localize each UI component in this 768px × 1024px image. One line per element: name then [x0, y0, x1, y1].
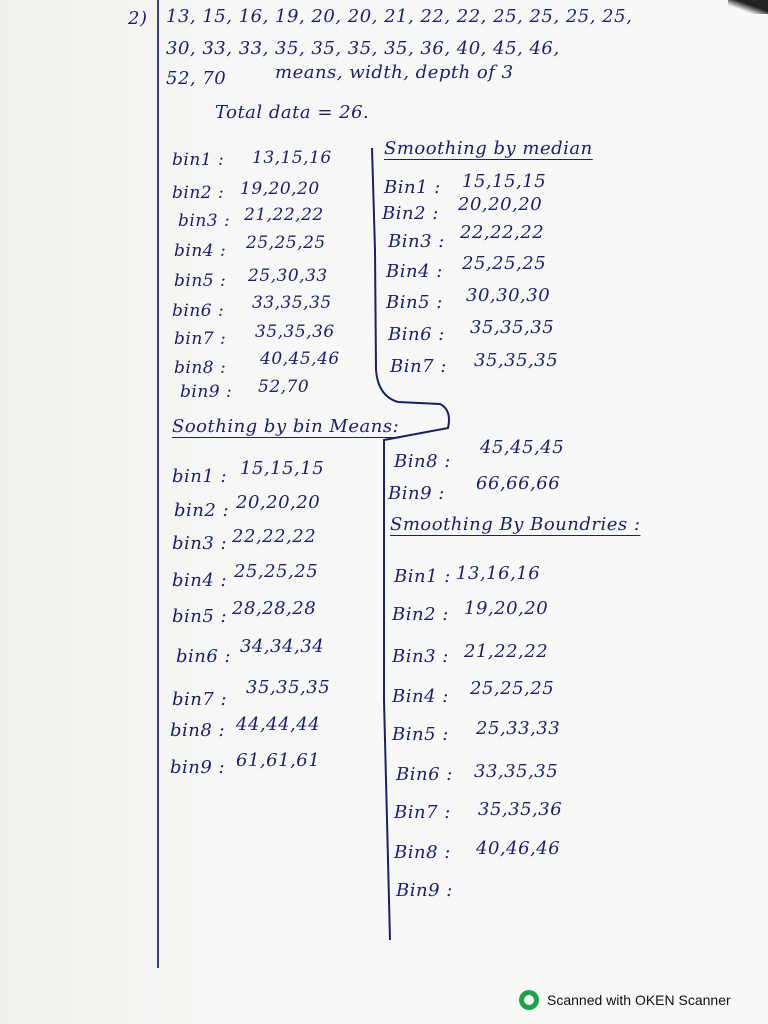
median-label: Bin1 :	[384, 177, 441, 198]
boundaries-heading: Smoothing By Boundries :	[390, 514, 641, 535]
bin-values: 52,70	[258, 377, 310, 397]
means-label: bin8 :	[170, 720, 226, 741]
bin-label: bin7 :	[174, 329, 227, 349]
median-label: Bin7 :	[390, 356, 447, 377]
median-values: 30,30,30	[466, 285, 551, 306]
bin-values: 21,22,22	[244, 205, 324, 225]
data-line-1: 13, 15, 16, 19, 20, 20, 21, 22, 22, 25, 25, 25, 25,	[166, 6, 633, 27]
method-note: means, width, depth of 3	[275, 62, 514, 83]
means-values: 34,34,34	[240, 636, 325, 657]
means-label: bin3 :	[172, 533, 228, 554]
boundaries-label: Bin4 :	[392, 686, 449, 707]
means-label: bin5 :	[172, 606, 228, 627]
means-label: bin1 :	[172, 466, 228, 487]
bin-label: bin5 :	[174, 271, 227, 291]
boundaries-values: 13,16,16	[456, 563, 541, 584]
bin-values: 25,25,25	[246, 233, 326, 253]
boundaries-label: Bin1 :	[394, 566, 451, 587]
means-values: 20,20,20	[236, 492, 321, 513]
data-line-3: 52, 70	[166, 68, 227, 89]
median-values: 25,25,25	[462, 253, 547, 274]
means-values: 25,25,25	[234, 561, 319, 582]
bin-label: bin4 :	[174, 241, 227, 261]
median-label: Bin5 :	[386, 292, 443, 313]
scanner-watermark	[519, 990, 731, 1010]
means-label: bin9 :	[170, 757, 226, 778]
bin-label: bin1 :	[172, 150, 225, 170]
median-values: 66,66,66	[476, 473, 561, 494]
means-values: 61,61,61	[236, 750, 321, 771]
boundaries-label: Bin9 :	[396, 880, 453, 901]
median-label: Bin3 :	[388, 231, 445, 252]
data-line-2: 30, 33, 33, 35, 35, 35, 35, 36, 40, 45, 46,	[166, 38, 560, 59]
boundaries-values: 35,35,36	[478, 799, 563, 820]
median-values: 15,15,15	[462, 171, 547, 192]
boundaries-values: 25,33,33	[476, 718, 561, 739]
bin-label: bin8 :	[174, 358, 227, 378]
median-label: Bin9 :	[388, 483, 445, 504]
means-values: 28,28,28	[232, 598, 317, 619]
means-label: bin7 :	[172, 689, 228, 710]
median-label: Bin6 :	[388, 324, 445, 345]
total-data: Total data = 26.	[215, 102, 370, 123]
bin-values: 13,15,16	[252, 148, 332, 168]
means-label: bin2 :	[174, 500, 230, 521]
median-heading: Smoothing by median	[384, 138, 593, 159]
median-label: Bin2 :	[382, 203, 439, 224]
median-values: 22,22,22	[460, 222, 545, 243]
boundaries-values: 33,35,35	[474, 761, 559, 782]
bin-values: 40,45,46	[260, 349, 340, 369]
means-values: 44,44,44	[236, 714, 321, 735]
bin-values: 33,35,35	[252, 293, 332, 313]
median-values: 45,45,45	[480, 437, 565, 458]
bin-values: 25,30,33	[248, 266, 328, 286]
question-number: 2)	[128, 8, 148, 29]
median-label: Bin4 :	[386, 261, 443, 282]
bin-values: 35,35,36	[255, 322, 335, 342]
boundaries-label: Bin6 :	[396, 764, 453, 785]
scanner-text: Scanned with OKEN Scanner	[547, 992, 731, 1008]
bin-label: bin6 :	[172, 301, 225, 321]
bin-label: bin3 :	[178, 211, 231, 231]
boundaries-values: 25,25,25	[470, 678, 555, 699]
boundaries-label: Bin7 :	[394, 802, 451, 823]
means-values: 35,35,35	[246, 677, 331, 698]
means-heading: Soothing by bin Means:	[172, 416, 400, 437]
means-label: bin6 :	[176, 646, 232, 667]
bin-label: bin9 :	[180, 382, 233, 402]
median-values: 35,35,35	[470, 317, 555, 338]
boundaries-label: Bin5 :	[392, 724, 449, 745]
median-values: 20,20,20	[458, 194, 543, 215]
median-label: Bin8 :	[394, 451, 451, 472]
boundaries-label: Bin3 :	[392, 646, 449, 667]
oken-logo-icon	[519, 990, 539, 1010]
boundaries-values: 40,46,46	[476, 838, 561, 859]
bin-label: bin2 :	[172, 183, 225, 203]
boundaries-values: 19,20,20	[464, 598, 549, 619]
means-label: bin4 :	[172, 570, 228, 591]
bin-values: 19,20,20	[240, 179, 320, 199]
boundaries-values: 21,22,22	[464, 641, 549, 662]
means-values: 22,22,22	[232, 526, 317, 547]
means-values: 15,15,15	[240, 458, 325, 479]
boundaries-label: Bin2 :	[392, 604, 449, 625]
boundaries-label: Bin8 :	[394, 842, 451, 863]
median-values: 35,35,35	[474, 350, 559, 371]
